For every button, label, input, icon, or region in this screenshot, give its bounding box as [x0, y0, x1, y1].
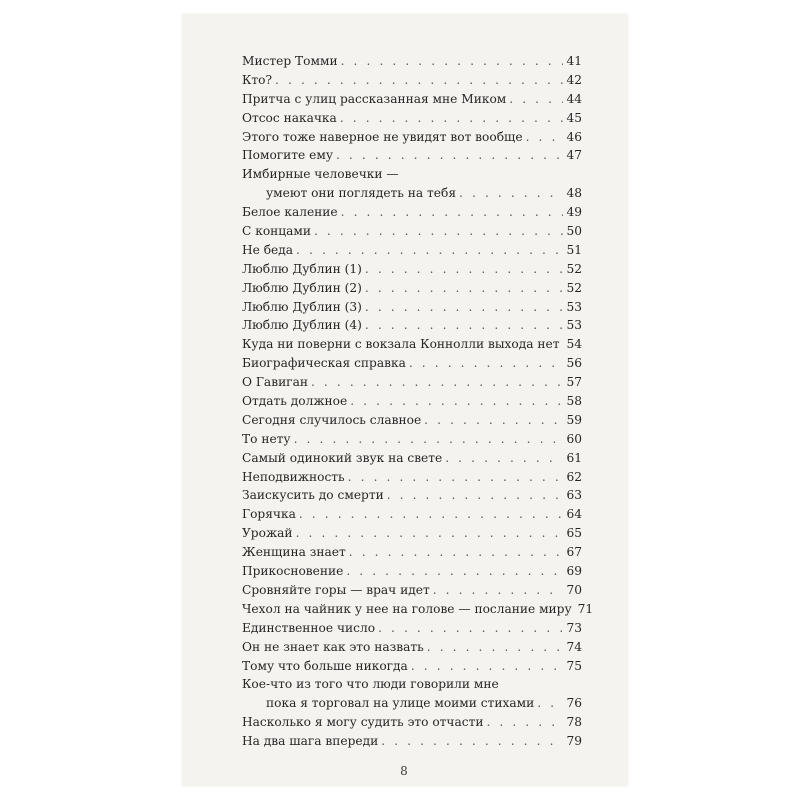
- dot-leader: [296, 524, 564, 543]
- toc-entry-page: 71: [577, 601, 594, 616]
- toc-entry-page: 52: [566, 261, 582, 276]
- dot-leader: [365, 298, 564, 317]
- toc-entry-page: 69: [566, 564, 582, 579]
- toc-entry: [242, 411, 582, 430]
- toc-entry-page: 51: [566, 242, 582, 257]
- toc-entry-title: Люблю Дублин (2): [242, 280, 362, 295]
- toc-entry: [242, 732, 582, 751]
- toc-entry-page: 73: [566, 620, 582, 635]
- toc-entry-title: Отсос накачка: [242, 110, 337, 125]
- toc-entry: [242, 298, 582, 317]
- toc-entry: [242, 638, 582, 657]
- toc-entry: [242, 316, 582, 335]
- toc-entry-page: 75: [566, 658, 582, 673]
- toc-entry-title: Сегодня случилось славное: [242, 412, 422, 427]
- toc-entry-title: Тому что больше никогда: [242, 658, 408, 673]
- toc-entry: [242, 279, 582, 298]
- toc-entry-title: Горячка: [242, 507, 296, 522]
- toc-entry-page: 64: [566, 507, 582, 522]
- toc-entry-page: 44: [566, 91, 582, 106]
- toc-entry-title: Мистер Томми: [242, 54, 338, 68]
- toc-entry: [242, 146, 582, 165]
- toc-entry-title: На два шага впереди: [242, 734, 379, 749]
- dot-leader: [341, 203, 564, 222]
- toc-entry-page: 59: [566, 412, 582, 427]
- toc-entry-page: 63: [566, 488, 582, 503]
- toc-entry: [242, 90, 582, 109]
- toc-entry-page: 54: [566, 337, 582, 352]
- toc-entry: [242, 373, 582, 392]
- toc-entry-title: Заискусить до смерти: [242, 488, 384, 503]
- dot-leader: [427, 638, 564, 657]
- dot-leader: [526, 128, 564, 147]
- dot-leader: [336, 146, 564, 165]
- dot-leader: [424, 411, 563, 430]
- toc-entry-title: Прикосновение: [242, 564, 344, 579]
- toc-entry-title: Насколько я могу судить это отчасти: [242, 715, 484, 730]
- toc-entry: [242, 392, 582, 411]
- toc-entry-title: Куда ни поверни с вокзала Коннолли выхода нет: [242, 337, 560, 352]
- dot-leader: [341, 52, 564, 71]
- toc-entry: [242, 449, 582, 468]
- toc-entry-page: 48: [566, 186, 582, 201]
- dot-leader: [294, 430, 564, 449]
- toc-entry-page: 52: [566, 280, 582, 295]
- toc-entry-title: Люблю Дублин (1): [242, 261, 362, 276]
- toc-entry: [242, 335, 582, 354]
- toc-entry: [242, 713, 582, 732]
- toc-entry-page: 41: [566, 54, 582, 68]
- dot-leader: [409, 354, 564, 373]
- toc-entry-page: 78: [566, 715, 582, 730]
- toc-entry-page: 42: [566, 72, 582, 87]
- toc-entry-title: Этого тоже наверное не увидят вот вообще: [242, 129, 523, 144]
- table-of-contents: [242, 52, 594, 751]
- toc-entry-page: 57: [566, 375, 582, 390]
- dot-leader: [365, 260, 564, 279]
- toc-entry-title: Помогите ему: [242, 148, 333, 163]
- toc-entry: [242, 71, 582, 90]
- dot-leader: [387, 486, 564, 505]
- dot-leader: [378, 619, 563, 638]
- dot-leader: [562, 335, 563, 354]
- toc-entry-title: Кое-что из того что люди говорили мне: [242, 677, 499, 692]
- toc-entry-page: 76: [566, 696, 582, 711]
- toc-entry-page: 49: [566, 205, 582, 220]
- toc-entry-page: 50: [566, 224, 582, 239]
- toc-entry-title: Люблю Дублин (3): [242, 299, 362, 314]
- dot-leader: [314, 222, 564, 241]
- page-number: 8: [400, 764, 408, 778]
- toc-entry-page: 61: [566, 450, 582, 465]
- toc-entry-title: Женщина знает: [242, 545, 346, 560]
- dot-leader: [537, 694, 563, 713]
- dot-leader: [459, 184, 563, 203]
- toc-entry-page: 65: [566, 526, 582, 541]
- dot-leader: [445, 449, 563, 468]
- toc-entry: [242, 468, 582, 487]
- toc-entry: [242, 543, 582, 562]
- toc-entry: [242, 128, 582, 147]
- dot-leader: [349, 543, 564, 562]
- toc-entry: [242, 260, 582, 279]
- dot-leader: [509, 90, 563, 109]
- dot-leader: [348, 468, 564, 487]
- toc-entry-title: Притча с улиц рассказанная мне Миком: [242, 91, 507, 106]
- toc-entry: [242, 581, 582, 600]
- dot-leader: [365, 279, 564, 298]
- toc-entry-page: 79: [566, 734, 582, 749]
- toc-entry-page: 47: [566, 148, 582, 163]
- toc-entry: [242, 165, 582, 184]
- toc-entry: [242, 657, 582, 676]
- toc-entry: [242, 619, 582, 638]
- toc-entry-title: Не беда: [242, 242, 294, 257]
- toc-entry: [242, 505, 582, 524]
- toc-entry: [242, 203, 582, 222]
- dot-leader: [381, 732, 563, 751]
- dot-leader: [346, 562, 563, 581]
- dot-leader: [275, 71, 563, 90]
- toc-entry-title: Белое каление: [242, 205, 338, 220]
- toc-entry-title: С концами: [242, 224, 311, 239]
- dot-leader: [433, 581, 564, 600]
- toc-entry-title: То нету: [242, 431, 291, 446]
- toc-entry-page: 45: [566, 110, 582, 125]
- toc-entry-page: 46: [566, 129, 582, 144]
- toc-entry: [242, 694, 582, 713]
- toc-entry-page: 58: [566, 394, 582, 409]
- toc-entry-title: Самый одинокий звук на свете: [242, 450, 443, 465]
- toc-entry-title: Имбирные человечки —: [242, 167, 399, 182]
- dot-leader: [365, 316, 564, 335]
- dot-leader: [311, 373, 564, 392]
- toc-entry-page: 67: [566, 545, 582, 560]
- dot-leader: [340, 109, 564, 128]
- toc-entry-page: 53: [566, 318, 582, 333]
- toc-entry-title: пока я торговал на улице моими стихами: [266, 696, 535, 711]
- dot-leader: [411, 657, 564, 676]
- toc-entry-title: умеют они поглядеть на тебя: [266, 186, 457, 201]
- toc-entry: [242, 184, 582, 203]
- dot-leader: [486, 713, 563, 732]
- toc-entry-page: 74: [566, 639, 582, 654]
- toc-entry: [242, 430, 582, 449]
- toc-entry-page: 70: [566, 582, 582, 597]
- dot-leader: [299, 505, 564, 524]
- toc-entry-page: 53: [566, 299, 582, 314]
- toc-entry: [242, 109, 582, 128]
- toc-entry: [242, 354, 582, 373]
- toc-entry: [242, 222, 582, 241]
- dot-leader: [296, 241, 563, 260]
- toc-entry-page: 60: [566, 431, 582, 446]
- dot-leader: [350, 392, 563, 411]
- toc-entry-title: Единственное число: [242, 620, 376, 635]
- toc-entry-title: Чехол на чайник у нее на голове — послание миру: [242, 601, 572, 616]
- toc-entry-title: Он не знает как это назвать: [242, 639, 424, 654]
- toc-entry: [242, 562, 582, 581]
- toc-entry-title: Кто?: [242, 72, 273, 87]
- toc-entry: [242, 675, 582, 694]
- toc-entry: [242, 486, 582, 505]
- toc-entry: [242, 524, 582, 543]
- toc-entry-page: 62: [566, 469, 582, 484]
- toc-entry: [242, 241, 582, 260]
- toc-entry-page: 56: [566, 356, 582, 371]
- toc-entry-title: Биографическая справка: [242, 356, 406, 371]
- toc-entry-title: Люблю Дублин (4): [242, 318, 362, 333]
- toc-entry-title: Сровняйте горы — врач идет: [242, 582, 430, 597]
- toc-entry-title: Неподвижность: [242, 469, 345, 484]
- toc-entry-title: Отдать должное: [242, 394, 348, 409]
- toc-entry-title: Урожай: [242, 526, 293, 541]
- toc-entry-title: О Гавиган: [242, 375, 308, 390]
- toc-entry: [242, 600, 594, 619]
- toc-entry: [242, 52, 582, 71]
